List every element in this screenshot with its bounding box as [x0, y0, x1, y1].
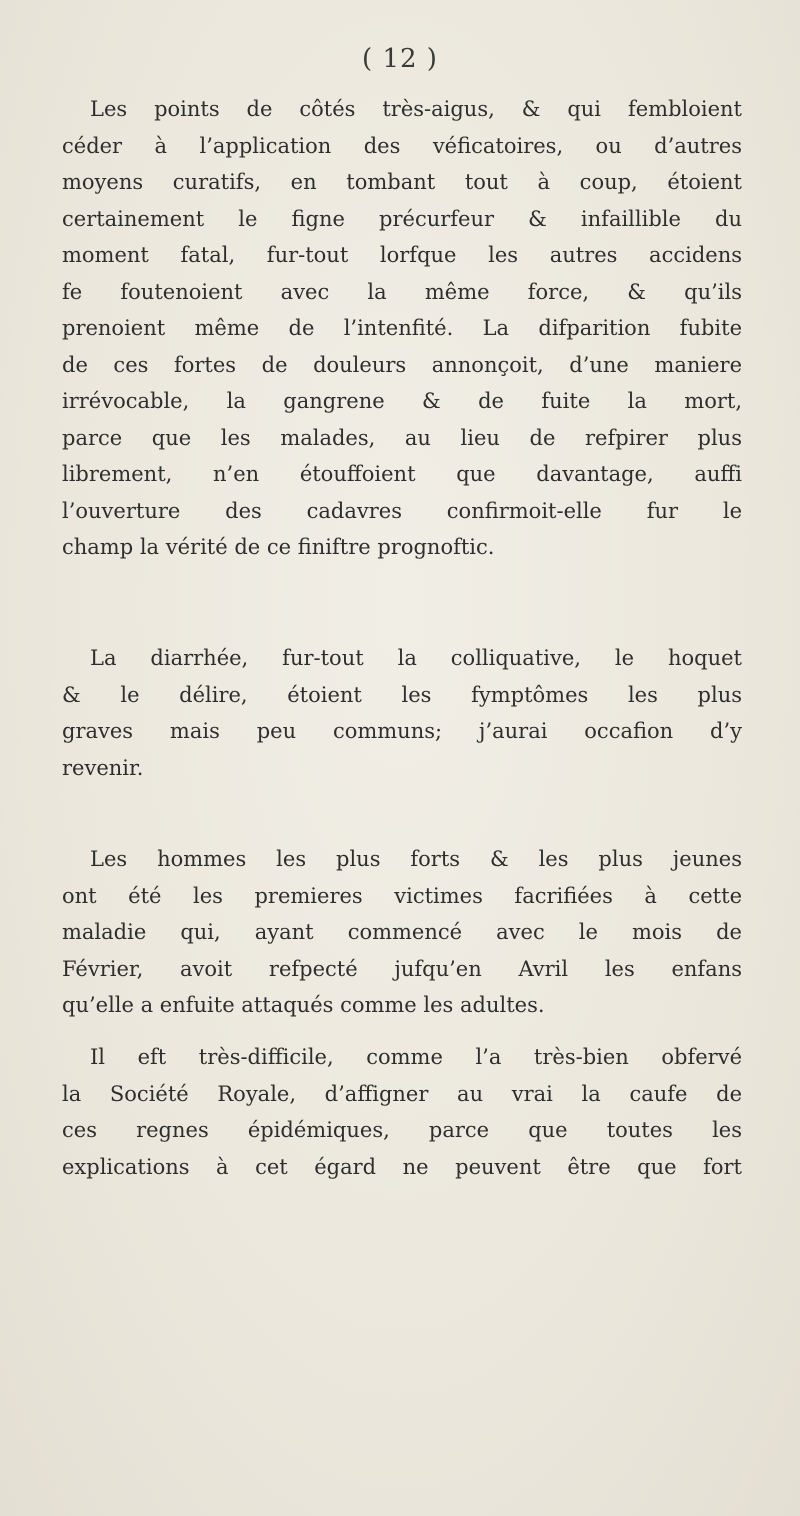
paragraph-4	[62, 1039, 742, 1185]
text-line: moment fatal, fur-tout lorfque les autres accidens	[62, 243, 742, 267]
text-line: La diarrhée, fur-tout la colliquative, le hoquet	[90, 646, 742, 670]
paragraph-2	[62, 640, 742, 786]
text-line: librement, n’en étouffoient que davantage, auffi	[62, 462, 742, 486]
text-line: champ la vérité de ce finiftre prognoftic.	[62, 535, 495, 559]
text-line: de ces fortes de douleurs annonçoit, d’une maniere	[62, 352, 742, 377]
text-line: ces regnes épidémiques, parce que toutes les	[62, 1118, 742, 1142]
text-line: Février, avoit refpecté jufqu’en Avril les enfans	[62, 956, 742, 981]
text-line: moyens curatifs, en tombant tout à coup, étoient	[62, 170, 742, 194]
text-line: ont été les premieres victimes facrifiées à cette	[62, 883, 742, 908]
text-line: parce que les malades, au lieu de refpirer plus	[62, 425, 742, 450]
text-line: explications à cet égard ne peuvent être que fort	[62, 1154, 742, 1179]
text-line: qu’elle a enfuite attaqués comme les adultes.	[62, 993, 545, 1017]
text-line: revenir.	[62, 755, 144, 780]
paragraph-1	[62, 91, 742, 566]
paragraph-3	[62, 841, 742, 1024]
text-line: Les hommes les plus forts & les plus jeunes	[90, 847, 742, 871]
text-line: Il eft très-difficile, comme l’a très-bien obfervé	[90, 1045, 742, 1069]
text-line: & le délire, étoient les fymptômes les plus	[62, 682, 742, 707]
text-line: fe foutenoient avec la même force, & qu’ils	[62, 279, 742, 304]
text-line: Les points de côtés très-aigus, & qui fembloient	[90, 97, 742, 121]
text-line: la Société Royale, d’affigner au vrai la caufe de	[62, 1081, 742, 1106]
page-number: ( 12 )	[362, 44, 438, 74]
text-line: irrévocable, la gangrene & de fuite la mort,	[62, 389, 742, 413]
text-line: certainement le figne précurfeur & infaillible du	[62, 206, 742, 231]
text-line: graves mais peu communs; j’aurai occafion d’y	[62, 719, 742, 743]
text-line: céder à l’application des véficatoires, ou d’autres	[62, 133, 742, 158]
text-line: l’ouverture des cadavres confirmoit-elle fur le	[62, 498, 742, 523]
text-line: maladie qui, ayant commencé avec le mois de	[62, 920, 742, 944]
text-line: prenoient même de l’intenfité. La difparition fubite	[62, 316, 742, 340]
